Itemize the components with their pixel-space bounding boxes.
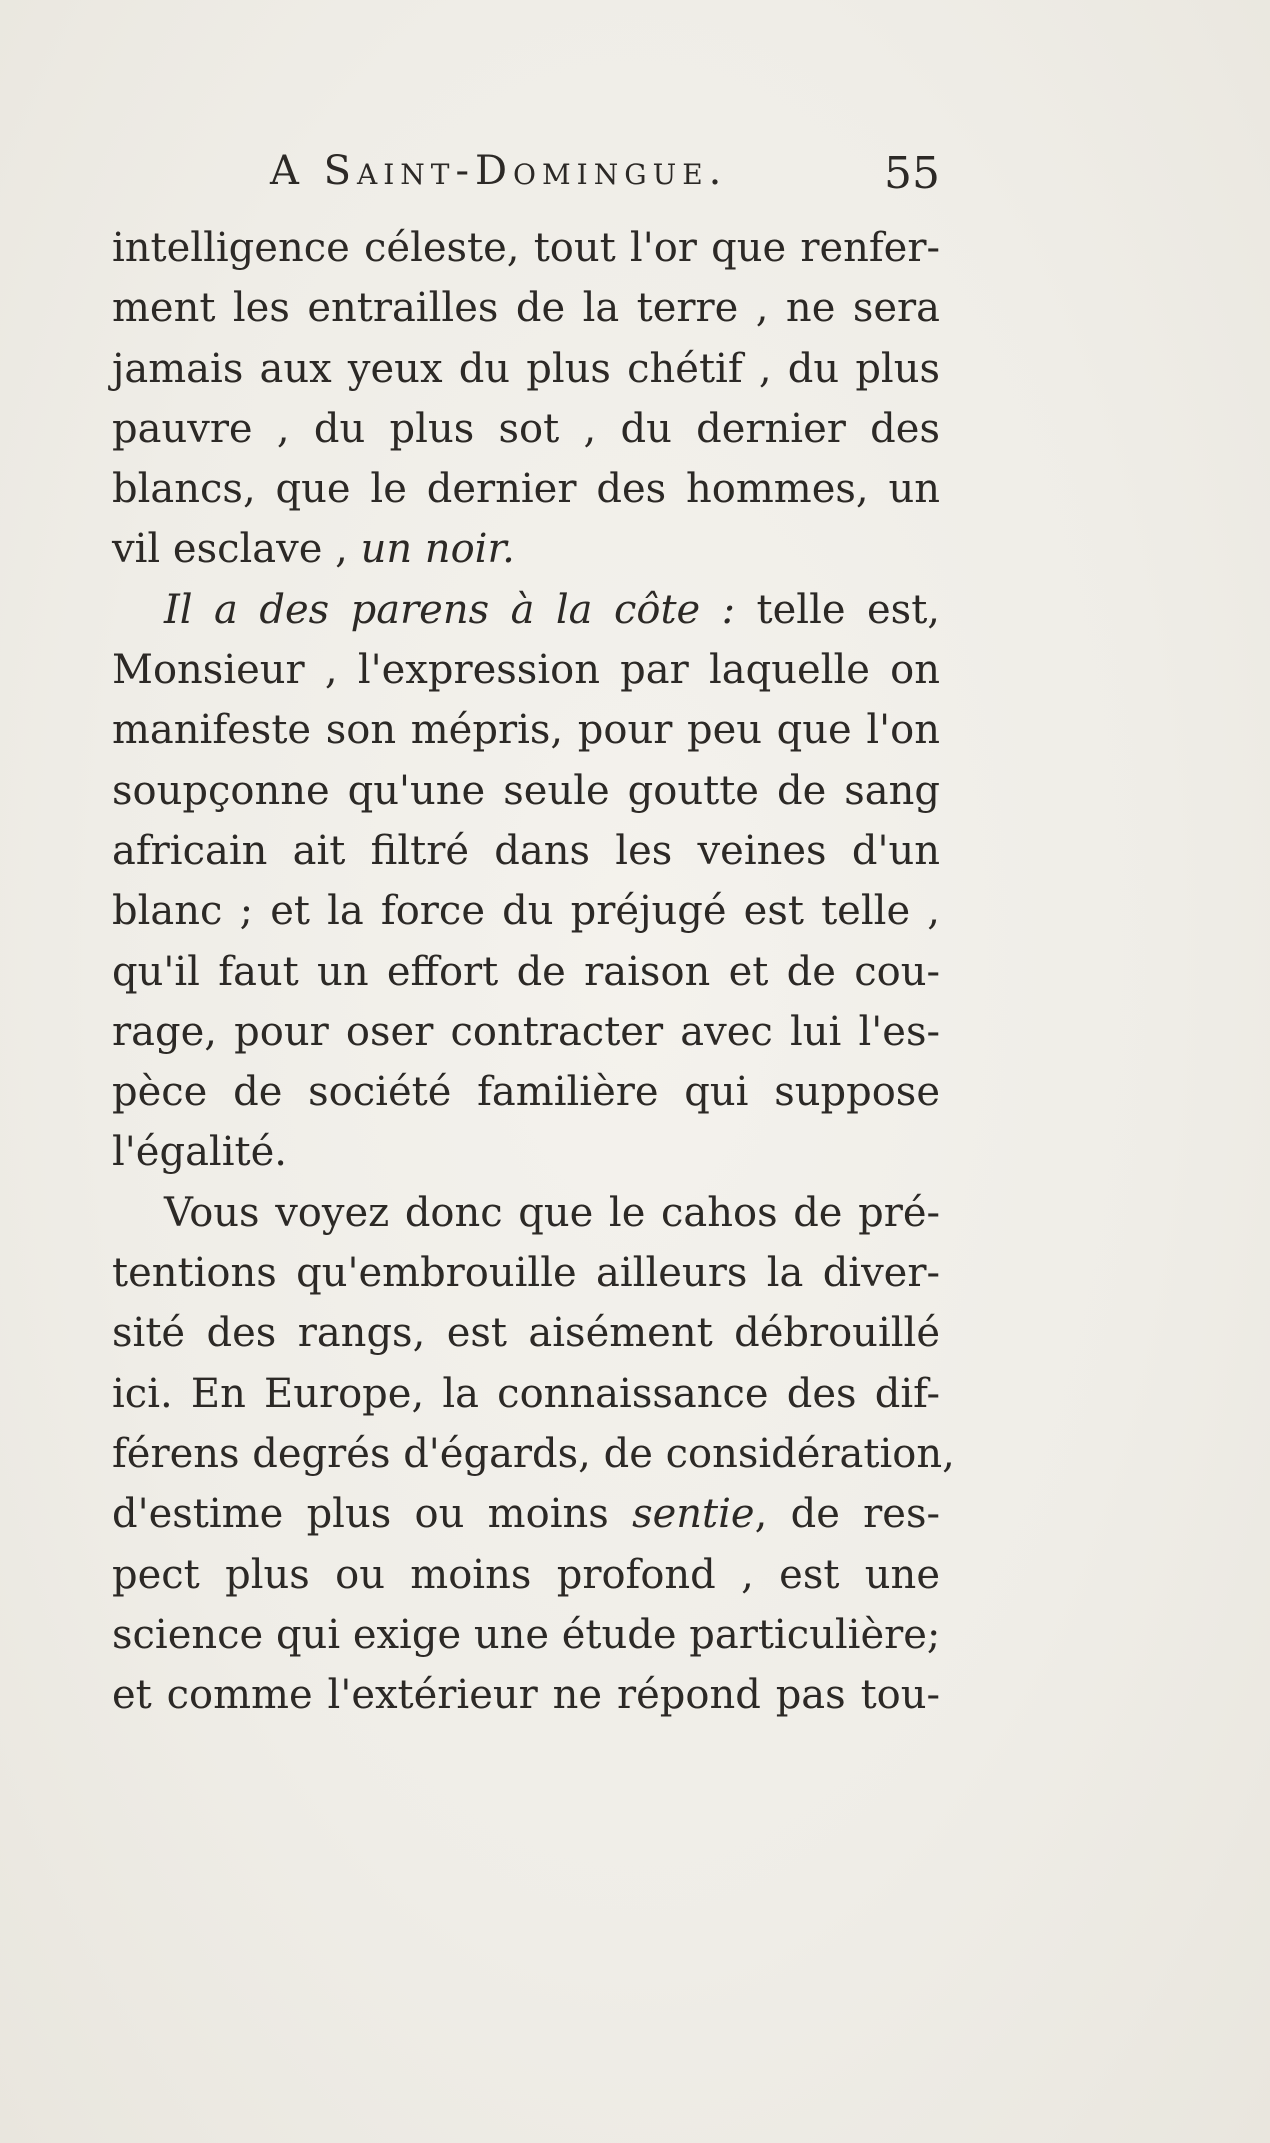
italic-phrase: sentie [632,1491,755,1538]
text-line: pèce de société familière qui suppose [112,1069,940,1116]
paragraph-1 [112,218,940,580]
text-line: soupçonne qu'une seule goutte de sang [112,767,940,814]
text-line: jamais aux yeux du plus chétif , du plus [112,345,940,392]
page-number: 55 [884,148,940,199]
text-line: d'estime plus ou moins sentie, de res- [112,1491,940,1538]
text-line: Monsieur , l'expression par laquelle on [112,647,940,694]
running-header [110,148,940,204]
text-line: Vous voyez donc que le cahos de pré- [164,1189,940,1236]
text-line: tentions qu'embrouille ailleurs la diver- [112,1250,940,1297]
text-line: ment les entrailles de la terre , ne sera [112,285,940,332]
text-line: sité des rangs, est aisément débrouillé [112,1310,940,1357]
text-line: rage, pour oser contracter avec lui l'es- [112,1008,940,1055]
text-line: intelligence céleste, tout l'or que renfer- [112,225,940,271]
paragraph-3 [112,1183,955,1726]
text-line: Il a des parens à la côte : telle est, [164,586,940,633]
text-line: qu'il faut un effort de raison et de cou- [112,948,940,995]
text-line: et comme l'extérieur ne répond pas tou- [112,1672,940,1719]
text-line: africain ait filtré dans les veines d'un [112,827,940,874]
running-title: A Saint-Domingue. [270,148,728,194]
text-line: pect plus ou moins profond , est une [112,1551,940,1598]
italic-phrase: un noir. [360,526,515,573]
text-line: pauvre , du plus sot , du dernier des [112,405,940,452]
text-line: science qui exige une étude particulière; [112,1611,941,1658]
text-line: ici. En Europe, la connaissance des dif- [112,1370,940,1417]
text-line: blancs, que le dernier des hommes, un [112,466,940,513]
body-text [112,218,955,1725]
text-line: vil esclave , un noir. [112,526,515,573]
text-line: blanc ; et la force du préjugé est telle , [112,888,940,935]
text-line: l'égalité. [112,1129,287,1176]
italic-phrase: Il a des parens à la côte : [164,586,736,633]
paragraph-2 [112,580,940,1183]
text-line: férens degrés d'égards, de considération, [112,1430,955,1477]
text-line: manifeste son mépris, pour peu que l'on [112,707,940,754]
